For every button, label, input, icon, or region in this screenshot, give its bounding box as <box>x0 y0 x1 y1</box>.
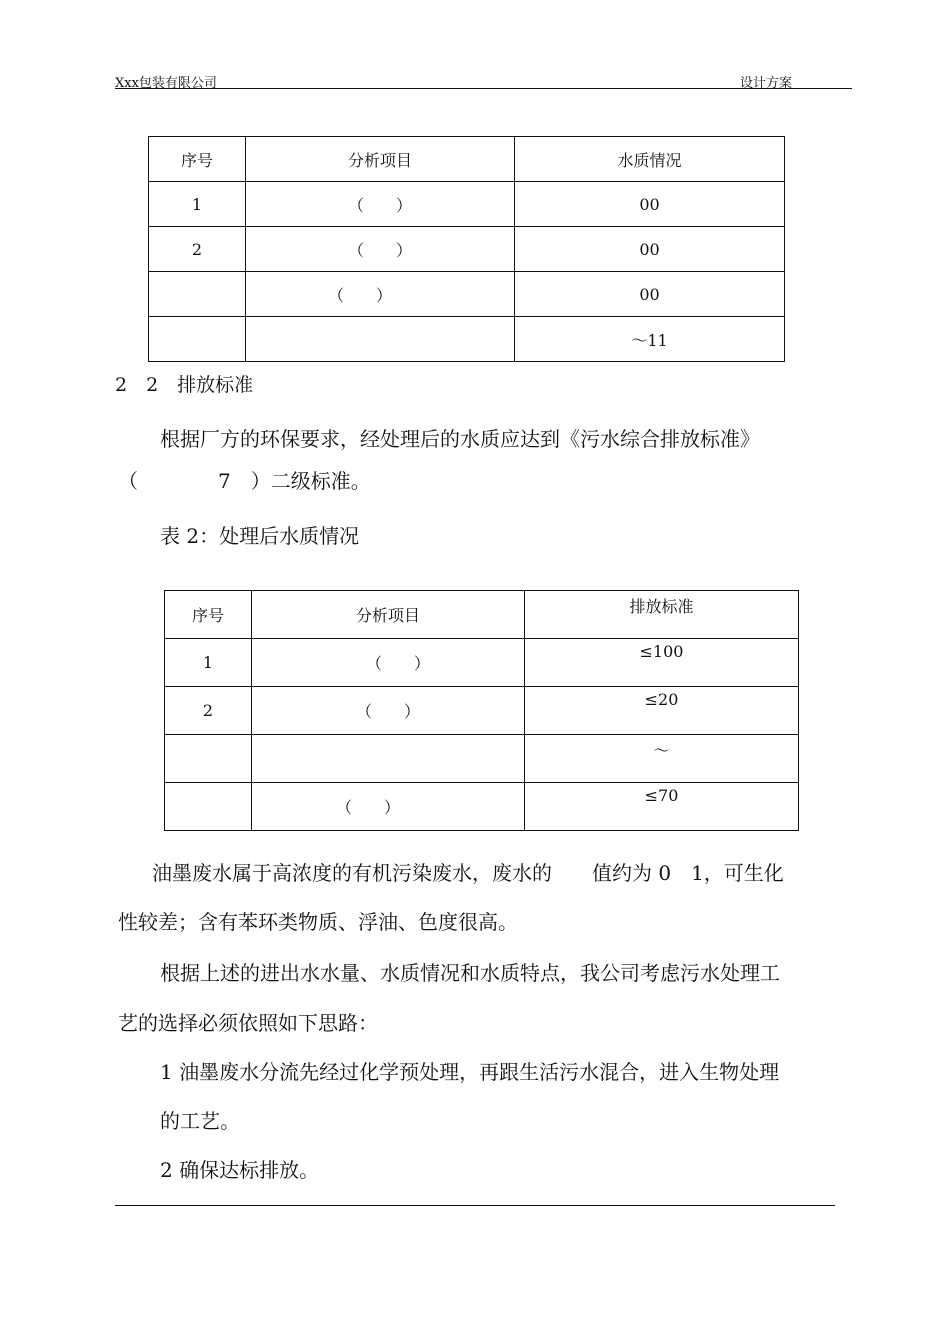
table-cell <box>246 317 515 362</box>
footer-divider <box>115 1205 835 1206</box>
table-cell: （ ） <box>252 639 525 687</box>
paragraph-line: 性较差；含有苯环类物质、浮油、色度很高。 <box>118 910 518 934</box>
table-cell: 2 <box>165 687 252 735</box>
table-row <box>165 639 799 687</box>
table-caption: 表 2：处理后水质情况 <box>160 524 360 548</box>
table-row <box>149 227 785 272</box>
table-cell: （ ） <box>246 227 515 272</box>
table-cell: （ ） <box>246 272 515 317</box>
table-cell: ≤70 <box>525 783 799 831</box>
table-header-row <box>165 591 799 639</box>
table-row <box>165 783 799 831</box>
list-item: 2 确保达标排放。 <box>160 1158 320 1182</box>
table-cell: ≤100 <box>525 639 799 687</box>
table-header-cell: 序号 <box>149 137 246 182</box>
table-cell: 1 <box>149 182 246 227</box>
section-title: 2 2 排放标准 <box>115 374 254 396</box>
table-row <box>149 182 785 227</box>
table-header-row <box>149 137 785 182</box>
header-company: Xxx包装有限公司 <box>115 76 217 91</box>
paragraph-line: 艺的选择必须依照如下思路： <box>118 1011 378 1035</box>
header-divider <box>115 88 852 89</box>
table-cell: 00 <box>515 272 785 317</box>
table-header-cell: 水质情况 <box>515 137 785 182</box>
table-cell <box>149 272 246 317</box>
list-item: 1 油墨废水分流先经过化学预处理，再跟生活污水混合，进入生物处理 <box>160 1060 780 1084</box>
table-row <box>165 735 799 783</box>
table-header-cell: 分析项目 <box>252 591 525 639</box>
table-header-cell: 排放标准 <box>525 591 799 639</box>
table-header-cell: 序号 <box>165 591 252 639</box>
table-cell: 00 <box>515 227 785 272</box>
paragraph-line: 根据上述的进出水水量、水质情况和水质特点，我公司考虑污水处理工 <box>160 961 780 985</box>
table-row <box>149 272 785 317</box>
table-cell: （ ） <box>252 687 525 735</box>
table-cell: ～ <box>525 735 799 783</box>
table-cell <box>165 783 252 831</box>
table-row <box>165 687 799 735</box>
table-header-cell: 分析项目 <box>246 137 515 182</box>
table-cell: （ ） <box>246 182 515 227</box>
water-quality-table <box>148 136 785 362</box>
header-doc-type: 设计方案 <box>740 76 793 91</box>
paragraph-line: 油墨废水属于高浓度的有机污染废水，废水的 值约为 0 1，可生化 <box>152 861 784 885</box>
paragraph-line: 根据厂方的环保要求，经处理后的水质应达到《污水综合排放标准》 <box>160 427 760 451</box>
discharge-standard-table <box>164 590 799 831</box>
table-cell <box>149 317 246 362</box>
list-item: 的工艺。 <box>160 1109 240 1133</box>
paragraph-line: （ 7 ）二级标准。 <box>118 469 371 493</box>
table-cell <box>165 735 252 783</box>
table-cell: ≤20 <box>525 687 799 735</box>
table-cell: 2 <box>149 227 246 272</box>
table-cell: ～11 <box>515 317 785 362</box>
table-row <box>149 317 785 362</box>
table-cell <box>252 735 525 783</box>
table-cell: （ ） <box>252 783 525 831</box>
table-cell: 1 <box>165 639 252 687</box>
table-cell: 00 <box>515 182 785 227</box>
